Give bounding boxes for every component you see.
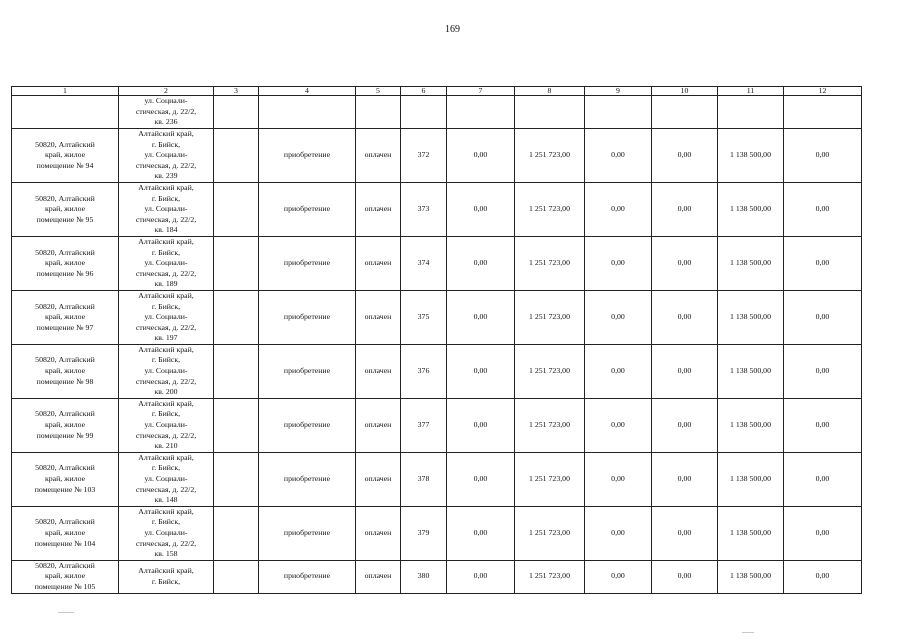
address-line: кв. 210 — [154, 441, 178, 451]
table-cell-c10: 0,00 — [652, 506, 718, 560]
table-cell-c12: 0,00 — [784, 344, 862, 398]
address-line: кв. 158 — [154, 549, 178, 559]
address-line: ул. Социали- — [144, 150, 188, 160]
table-cell-c7: 0,00 — [447, 506, 515, 560]
address-line: стическая, д. 22/2, — [135, 214, 197, 224]
table-cell-c7: 0,00 — [447, 236, 515, 290]
table-cell-c3 — [214, 452, 259, 506]
table-cell-c12: 0,00 — [784, 560, 862, 593]
table-cell — [214, 96, 259, 129]
object-line: 50820, Алтайский — [35, 517, 95, 527]
table-cell-c11: 1 138 500,00 — [718, 344, 784, 398]
table-cell — [356, 96, 401, 129]
address-line: Алтайский край, — [138, 182, 194, 192]
address-line: ул. Социали- — [144, 366, 188, 376]
table-cell-c6: 379 — [401, 506, 447, 560]
object-line: помещение № 95 — [36, 214, 94, 224]
address-line: стическая, д. 22/2, — [135, 430, 197, 440]
column-header: 4 — [259, 87, 356, 96]
table-cell-c8: 1 251 723,00 — [515, 506, 585, 560]
table-cell-c5: оплачен — [356, 452, 401, 506]
address-line: стическая, д. 22/2, — [135, 484, 197, 494]
column-header: 7 — [447, 87, 515, 96]
object-line: край, жилое — [44, 474, 86, 483]
address-line: г. Бийск, — [151, 355, 181, 365]
address-cell — [119, 398, 214, 452]
object-line: помещение № 103 — [34, 484, 96, 494]
table-cell-c6: 375 — [401, 290, 447, 344]
table-cell-c11: 1 138 500,00 — [718, 506, 784, 560]
object-line: край, жилое — [44, 312, 86, 322]
object-line: 50820, Алтайский — [35, 463, 95, 473]
object-line: помещение № 96 — [36, 268, 94, 278]
table-cell-c7: 0,00 — [447, 182, 515, 236]
table-cell-c8: 1 251 723,00 — [515, 290, 585, 344]
table-row — [12, 452, 862, 506]
object-line: 50820, Алтайский — [35, 355, 95, 365]
table-cell-c4: приобретение — [259, 290, 356, 344]
table-cell-c9: 0,00 — [585, 290, 652, 344]
table-cell-c7: 0,00 — [447, 398, 515, 452]
table-cell — [585, 96, 652, 129]
table-cell-c9: 0,00 — [585, 182, 652, 236]
column-header: 8 — [515, 87, 585, 96]
address-cell — [119, 506, 214, 560]
address-line: г. Бийск, — [151, 139, 181, 149]
object-line: помещение № 94 — [36, 160, 94, 170]
table-cell-c8: 1 251 723,00 — [515, 236, 585, 290]
object-cell — [12, 236, 119, 290]
table-cell-c4: приобретение — [259, 560, 356, 593]
table-cell — [12, 96, 119, 129]
object-cell — [12, 290, 119, 344]
object-cell — [12, 182, 119, 236]
table-cell-c10: 0,00 — [652, 344, 718, 398]
object-line: помещение № 98 — [36, 376, 94, 386]
address-line: г. Бийск, — [151, 247, 181, 257]
table-cell-c7: 0,00 — [447, 344, 515, 398]
table-cell-c3 — [214, 129, 259, 183]
address-line: г. Бийск, — [151, 301, 181, 311]
address-line: стическая, д. 22/2, — [135, 160, 197, 170]
table-cell-c10: 0,00 — [652, 452, 718, 506]
object-line: 50820, Алтайский — [35, 193, 95, 203]
table-cell-c12: 0,00 — [784, 236, 862, 290]
table-cell-c6: 372 — [401, 129, 447, 183]
table-row — [12, 398, 862, 452]
table-cell-c12: 0,00 — [784, 398, 862, 452]
address-line: кв. 189 — [154, 279, 178, 289]
object-line: 50820, Алтайский — [35, 139, 95, 149]
column-header: 9 — [585, 87, 652, 96]
table-cell-c3 — [214, 506, 259, 560]
address-cell — [119, 129, 214, 183]
scan-mark — [742, 632, 754, 633]
table-cell — [259, 96, 356, 129]
table-cell-c8: 1 251 723,00 — [515, 129, 585, 183]
address-line: ул. Социали- — [144, 204, 188, 214]
object-line: край, жилое — [44, 366, 86, 376]
address-line: кв. 236 — [154, 117, 178, 127]
table-cell-c12: 0,00 — [784, 129, 862, 183]
address-line: ул. Социали- — [144, 474, 188, 483]
address-line: кв. 184 — [154, 225, 178, 235]
column-header: 6 — [401, 87, 447, 96]
table-cell-c10: 0,00 — [652, 560, 718, 593]
column-header: 3 — [214, 87, 259, 96]
address-cell — [119, 236, 214, 290]
table-cell-c4: приобретение — [259, 129, 356, 183]
object-cell — [12, 560, 119, 593]
address-line: Алтайский край, — [138, 566, 194, 576]
table-cell — [784, 96, 862, 129]
address-line: кв. 239 — [154, 171, 178, 181]
table-row — [12, 129, 862, 183]
address-line: стическая, д. 22/2, — [135, 376, 197, 386]
address-line: ул. Социали- — [144, 96, 188, 106]
table-cell-c6: 377 — [401, 398, 447, 452]
table-cell — [401, 96, 447, 129]
address-cell — [119, 182, 214, 236]
table-row — [12, 560, 862, 593]
table-cell-c9: 0,00 — [585, 344, 652, 398]
object-line: край, жилое — [44, 204, 86, 214]
table-cell-c8: 1 251 723,00 — [515, 398, 585, 452]
table-row — [12, 506, 862, 560]
table-cell-c4: приобретение — [259, 236, 356, 290]
address-line: кв. 200 — [154, 387, 178, 397]
address-line: стическая, д. 22/2, — [135, 268, 197, 278]
table-cell-c5: оплачен — [356, 290, 401, 344]
table-row — [12, 182, 862, 236]
table-cell-c6: 374 — [401, 236, 447, 290]
scan-mark — [58, 612, 74, 613]
table-cell-c3 — [214, 398, 259, 452]
column-header: 1 — [12, 87, 119, 96]
table-cell-c10: 0,00 — [652, 398, 718, 452]
object-line: 50820, Алтайский — [35, 560, 95, 570]
table-cell-c9: 0,00 — [585, 129, 652, 183]
address-line: г. Бийск, — [151, 517, 181, 527]
table-cell-c8: 1 251 723,00 — [515, 560, 585, 593]
table-cell-c11: 1 138 500,00 — [718, 398, 784, 452]
address-line: ул. Социали- — [144, 420, 188, 430]
address-line: кв. 197 — [154, 333, 178, 343]
table-row — [12, 236, 862, 290]
table-cell-c9: 0,00 — [585, 452, 652, 506]
table-cell-c4: приобретение — [259, 182, 356, 236]
address-line: ул. Социали- — [144, 527, 188, 537]
table-cell-c5: оплачен — [356, 560, 401, 593]
column-header: 2 — [119, 87, 214, 96]
address-line: Алтайский край, — [138, 290, 194, 300]
table-cell-c8: 1 251 723,00 — [515, 344, 585, 398]
table-cell-c11: 1 138 500,00 — [718, 236, 784, 290]
address-line: ул. Социали- — [144, 312, 188, 322]
table-cell-c7: 0,00 — [447, 129, 515, 183]
object-cell — [12, 398, 119, 452]
table-cell-c10: 0,00 — [652, 236, 718, 290]
object-line: 50820, Алтайский — [35, 409, 95, 419]
table-cell-c11: 1 138 500,00 — [718, 452, 784, 506]
table-row-continuation — [12, 96, 862, 129]
table-cell-c6: 380 — [401, 560, 447, 593]
table-cell-c7: 0,00 — [447, 560, 515, 593]
address-line: стическая, д. 22/2, — [135, 106, 197, 116]
table-row — [12, 290, 862, 344]
table-cell-c6: 373 — [401, 182, 447, 236]
table-cell — [515, 96, 585, 129]
address-line: Алтайский край, — [138, 452, 194, 462]
column-header: 11 — [718, 87, 784, 96]
object-line: край, жилое — [44, 150, 86, 160]
table-cell — [652, 96, 718, 129]
address-line: ул. Социали- — [144, 258, 188, 268]
table-cell-c12: 0,00 — [784, 290, 862, 344]
address-line: стическая, д. 22/2, — [135, 538, 197, 548]
table-cell-c4: приобретение — [259, 398, 356, 452]
table-cell-c7: 0,00 — [447, 452, 515, 506]
object-line: помещение № 99 — [36, 430, 94, 440]
object-line: 50820, Алтайский — [35, 301, 95, 311]
table-cell-c11: 1 138 500,00 — [718, 560, 784, 593]
table-cell-c11: 1 138 500,00 — [718, 129, 784, 183]
header-row — [12, 87, 862, 96]
address-line: Алтайский край, — [138, 236, 194, 246]
object-line: помещение № 97 — [36, 322, 94, 332]
object-cell — [12, 129, 119, 183]
address-line: г. Бийск, — [151, 463, 181, 473]
address-line: кв. 148 — [154, 495, 178, 505]
object-line: 50820, Алтайский — [35, 247, 95, 257]
object-line: помещение № 105 — [34, 581, 96, 591]
table-cell-c3 — [214, 344, 259, 398]
table-cell-c9: 0,00 — [585, 560, 652, 593]
table-cell-c3 — [214, 236, 259, 290]
table-cell-c5: оплачен — [356, 236, 401, 290]
table-cell-c8: 1 251 723,00 — [515, 182, 585, 236]
address-cell — [119, 290, 214, 344]
address-line: Алтайский край, — [138, 398, 194, 408]
column-header: 10 — [652, 87, 718, 96]
column-header: 5 — [356, 87, 401, 96]
table-cell-c11: 1 138 500,00 — [718, 290, 784, 344]
address-line: г. Бийск, — [151, 576, 181, 586]
object-line: край, жилое — [44, 527, 86, 537]
address-line: Алтайский край, — [138, 129, 194, 138]
table-cell-c10: 0,00 — [652, 129, 718, 183]
table-cell — [718, 96, 784, 129]
table-cell-c5: оплачен — [356, 344, 401, 398]
table-cell-c9: 0,00 — [585, 236, 652, 290]
table-cell-c3 — [214, 182, 259, 236]
table-cell-c11: 1 138 500,00 — [718, 182, 784, 236]
table-cell-c5: оплачен — [356, 129, 401, 183]
address-cell — [119, 560, 214, 593]
object-line: край, жилое — [44, 258, 86, 268]
table-cell-c6: 378 — [401, 452, 447, 506]
object-line: край, жилое — [44, 420, 86, 430]
table-cell-c5: оплачен — [356, 398, 401, 452]
table-cell-c3 — [214, 290, 259, 344]
table-cell-c5: оплачен — [356, 506, 401, 560]
page-number: 169 — [445, 24, 460, 35]
table-cell-c7: 0,00 — [447, 290, 515, 344]
address-line: г. Бийск, — [151, 409, 181, 419]
object-cell — [12, 506, 119, 560]
table-cell-c12: 0,00 — [784, 452, 862, 506]
object-line: край, жилое — [44, 571, 86, 581]
table-row — [12, 344, 862, 398]
object-cell — [12, 344, 119, 398]
property-table — [11, 86, 862, 594]
table-cell-c4: приобретение — [259, 506, 356, 560]
table-cell-c10: 0,00 — [652, 182, 718, 236]
table-cell-c4: приобретение — [259, 452, 356, 506]
address-line: г. Бийск, — [151, 193, 181, 203]
table-cell-c5: оплачен — [356, 182, 401, 236]
address-cell — [119, 344, 214, 398]
table-cell-c9: 0,00 — [585, 398, 652, 452]
table-cell-c9: 0,00 — [585, 506, 652, 560]
address-cell — [119, 96, 214, 129]
table-cell-c6: 376 — [401, 344, 447, 398]
table-cell-c8: 1 251 723,00 — [515, 452, 585, 506]
table-cell-c4: приобретение — [259, 344, 356, 398]
address-line: стическая, д. 22/2, — [135, 322, 197, 332]
column-header: 12 — [784, 87, 862, 96]
table-cell-c12: 0,00 — [784, 182, 862, 236]
address-cell — [119, 452, 214, 506]
table-cell-c3 — [214, 560, 259, 593]
address-line: Алтайский край, — [138, 506, 194, 516]
object-cell — [12, 452, 119, 506]
table-cell — [447, 96, 515, 129]
table-cell-c10: 0,00 — [652, 290, 718, 344]
address-line: Алтайский край, — [138, 344, 194, 354]
object-line: помещение № 104 — [34, 538, 96, 548]
table-cell-c12: 0,00 — [784, 506, 862, 560]
